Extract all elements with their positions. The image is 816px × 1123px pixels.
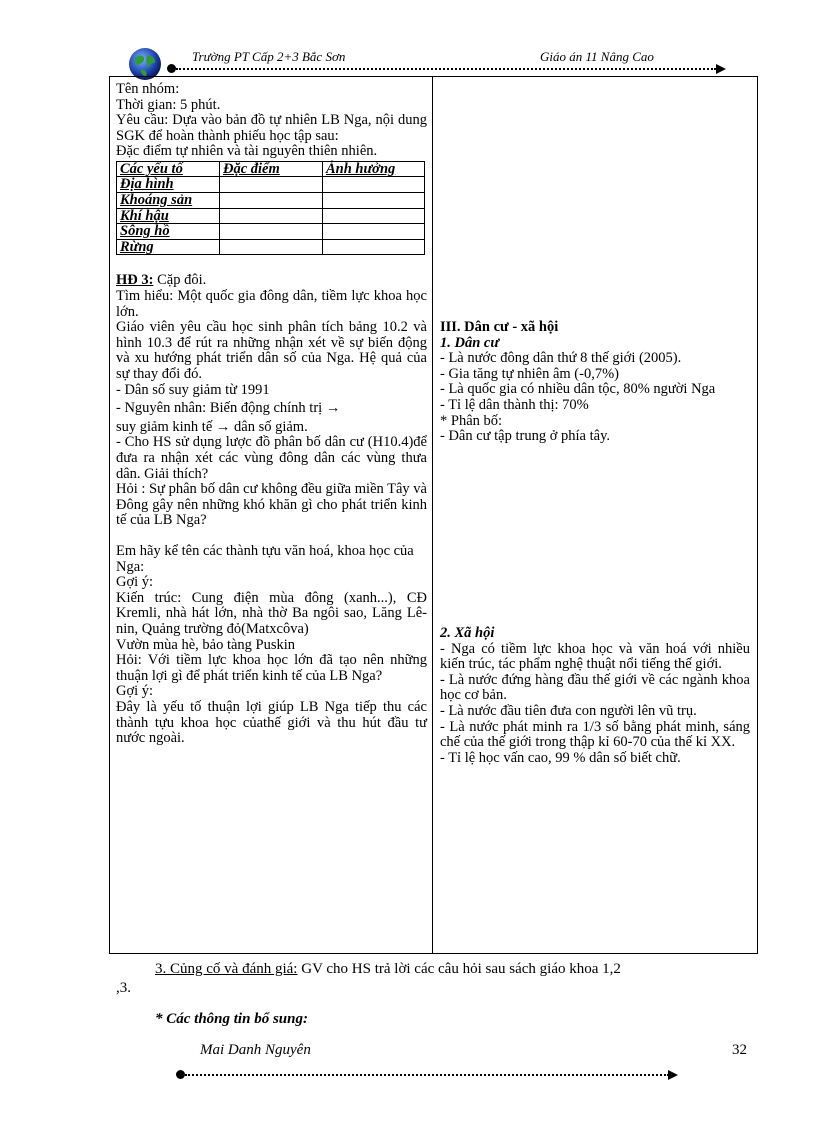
table-row-label: Rừng (117, 239, 220, 255)
table-cell (323, 177, 425, 193)
table-cell (323, 239, 425, 255)
footer-dot (176, 1070, 185, 1079)
teacher-instruction: Giáo viên yêu cầu học sinh phân tích bảng 10.2 và hình 10.3 để rút ra những nhận xét về sự biến động và xu hướng phát triển dân số của Nga. Hệ quả của sự thay đổi đó. (116, 319, 427, 383)
table-row-label: Khí hậu (117, 208, 220, 224)
header-school: Trường PT Cấp 2+3 Bắc Sơn (192, 49, 346, 64)
table-row (117, 192, 425, 208)
table-cell (220, 177, 323, 193)
table-header-cell: Đặc điểm (220, 161, 323, 177)
table-cell (323, 192, 425, 208)
cause-text: - Nguyên nhân: Biến động chính trị (116, 400, 323, 417)
author-name: Mai Danh Nguyên (200, 1042, 311, 1058)
table-header-cell: Ảnh hưởng (323, 161, 425, 177)
hint-label-2: Gợi ý: (116, 683, 154, 700)
worksheet-table (116, 161, 425, 256)
page-number: 32 (732, 1042, 747, 1058)
table-header-cell: Các yếu tố (117, 161, 220, 177)
activity-3 (116, 273, 427, 289)
table-row-label: Khoáng sản (117, 192, 220, 208)
hint-label: Gợi ý: (116, 574, 154, 591)
space-first: - Là nước đầu tiên đưa con người lên vũ trụ. (440, 702, 697, 719)
inventions: - Là nước phát minh ra 1/3 số bằng phát minh, sáng chế của thế giới trong thập kỉ 60-70 của thế kỉ XX. (440, 718, 750, 751)
requirement: Yêu cầu: Dựa vào bản đồ tự nhiên LB Nga, nội dung SGK để hoàn thành phiếu học tập sau: (116, 112, 427, 144)
table-row (117, 177, 425, 193)
cause-text-2: suy giảm kinh tế (116, 418, 213, 435)
footer-arrow (668, 1070, 678, 1080)
consolidation-label: 3. Củng cố và đánh giá: (155, 961, 298, 977)
section-3-heading: III. Dân cư - xã hội (440, 319, 559, 335)
question-distribution: Hỏi : Sự phân bố dân cư không đều giữa miền Tây và Đông gây nên những khó khăn gì cho phát triển kinh tế của LB Nga? (116, 481, 427, 529)
science-culture: - Nga có tiềm lực khoa học và văn hoá với nhiều kiến trúc, tác phẩm nghệ thuật nổi tiếng thế giới. (440, 640, 750, 673)
arrow-right-icon: → (215, 418, 231, 435)
table-cell (323, 208, 425, 224)
table-cell (220, 224, 323, 240)
ethnic-groups: - Là quốc gia có nhiều dân tộc, 80% người Nga (440, 381, 716, 398)
table-cell (220, 192, 323, 208)
table-cell (220, 208, 323, 224)
distribution-west: - Dân cư tập trung ở phía tây. (440, 428, 611, 445)
table-cell (220, 239, 323, 255)
cause-text-3: dân số giảm. (230, 418, 308, 435)
header-arrow (716, 64, 726, 74)
architecture-hint: Kiến trúc: Cung điện mùa đông (xanh...), CĐ Kremli, nhà hát lớn, nhà thờ Ba ngôi sao, Lăng Lê- nin, Quảng trường đỏ(Matxcôva) (116, 589, 427, 637)
explore-text: Tìm hiểu: Một quốc gia đông dân, tiềm lực khoa học lớn. (116, 288, 427, 320)
science-hint: Đây là yếu tố thuận lợi giúp LB Nga tiếp thu các thành tựu khoa học củathế giới và thu hút đầu tư nước ngoài. (116, 698, 427, 747)
table-cell (323, 224, 425, 240)
population-rank: - Là nước đông dân thứ 8 thế giới (2005). (440, 350, 682, 367)
header-dot (167, 64, 176, 73)
garden-hint: Vườn mùa hè, bảo tàng Puskin (116, 636, 296, 653)
consolidation-cont: ,3. (116, 980, 131, 996)
group-name: Tên nhóm: (116, 81, 180, 97)
cause-line (116, 401, 427, 417)
arrow-right-icon: → (325, 400, 341, 417)
time: Thời gian: 5 phút. (116, 96, 221, 113)
natural-growth: - Gia tăng tự nhiên âm (-0,7%) (440, 365, 619, 382)
basic-science: - Là nước đứng hàng đầu thế giới về các ngành khoa học cơ bản. (440, 671, 750, 704)
subsection-population: 1. Dân cư (440, 334, 500, 351)
right-column-society (440, 626, 750, 766)
table-row-label: Địa hình (117, 177, 220, 193)
activity-3-text: Cặp đôi. (153, 272, 207, 289)
table-row-label: Sông hồ (117, 224, 220, 240)
table-row (117, 224, 425, 240)
distribution-label: * Phân bố: (440, 412, 503, 429)
activity-3-label: HĐ 3: (116, 272, 154, 289)
population-decline: - Dân số suy giảm từ 1991 (116, 381, 270, 398)
achievements-prompt: Em hãy kể tên các thành tựu văn hoá, khoa học của (116, 542, 414, 559)
left-column (116, 82, 427, 747)
extra-info: * Các thông tin bổ sung: (155, 1011, 308, 1027)
consolidation-text: GV cho HS trả lời các câu hỏi sau sách giáo khoa 1,2 (297, 961, 621, 977)
worksheet-title: Đặc điểm tự nhiên và tài nguyên thiên nhiên. (116, 143, 378, 160)
cause-line-2 (116, 420, 427, 436)
column-divider (432, 76, 433, 954)
header-title: Giáo án 11 Nâng Cao (540, 49, 654, 64)
literacy: - Tỉ lệ học vấn cao, 99 % dân số biết chữ. (440, 749, 681, 766)
urban-rate: - Tỉ lệ dân thành thị: 70% (440, 396, 589, 413)
subsection-society: 2. Xã hội (440, 625, 495, 641)
footer-dotted-line (185, 1074, 669, 1076)
table-row (117, 239, 425, 255)
achievements-country: Nga: (116, 558, 145, 575)
consolidation (155, 961, 755, 978)
header-dotted-line (176, 68, 716, 70)
question-science: Hỏi: Với tiềm lực khoa học lớn đã tạo nên những thuận lợi gì để phát triển kinh tế của LB Nga? (116, 652, 427, 684)
map-task: - Cho HS sử dụng lược đồ phân bố dân cư (H10.4)để đưa ra nhận xét các vùng đông dân các vùng thưa dân. Giải thích? (116, 434, 427, 482)
table-header-row (117, 161, 425, 177)
table-row (117, 208, 425, 224)
right-column-population (440, 320, 750, 445)
